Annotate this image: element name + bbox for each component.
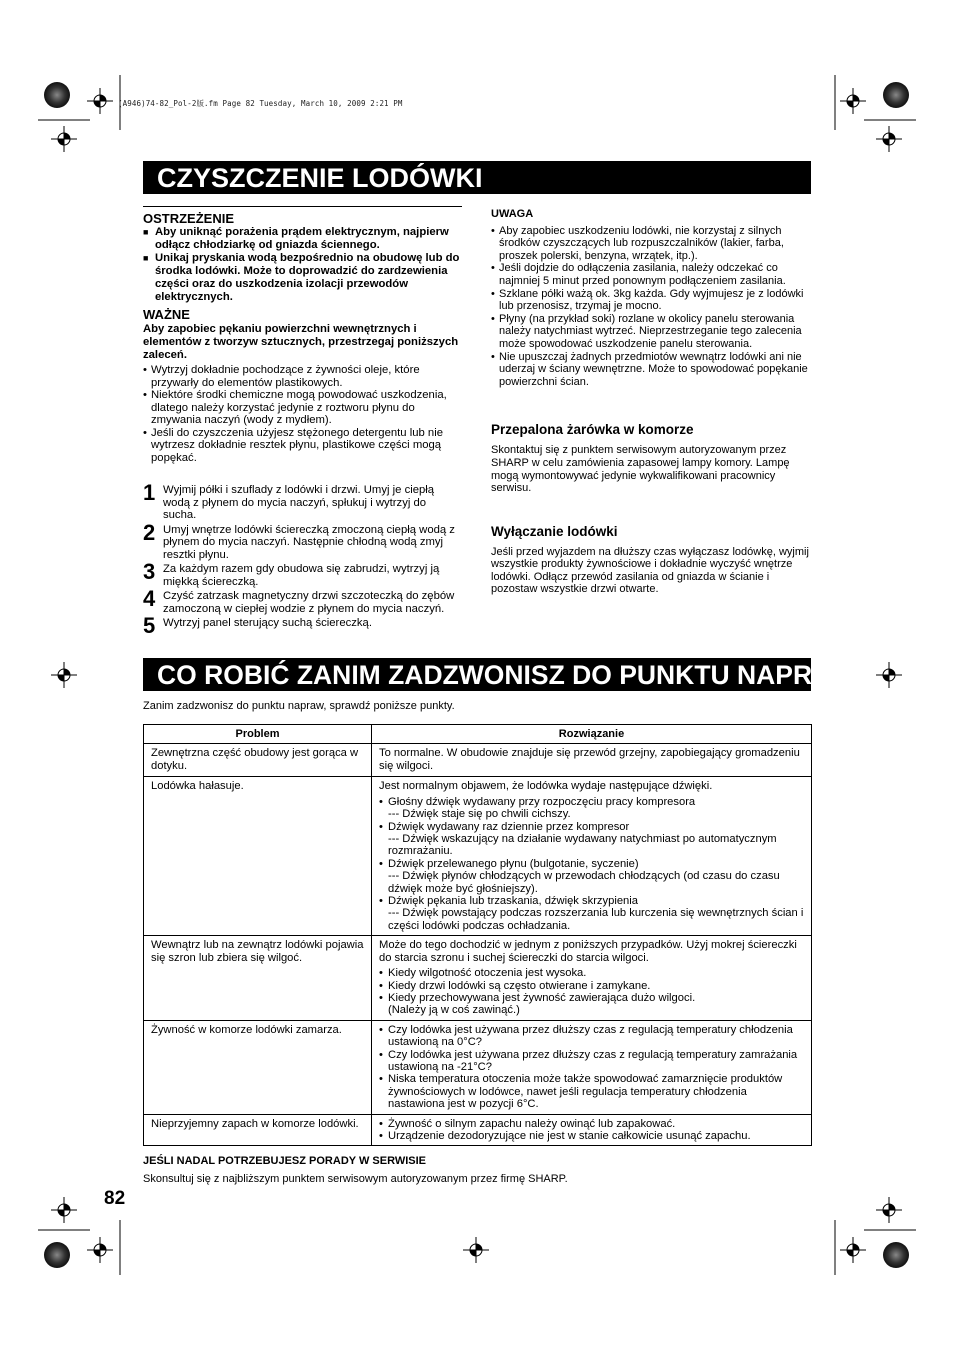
step-item [143, 586, 462, 615]
solution-cell [372, 1114, 812, 1146]
bullet-icon: • [143, 426, 147, 439]
important-bullet-text: Niektóre środki chemiczne mogą powodować uszkodzenia, dlatego należy korzystać jedynie z roztworu płynu do zmywania naczyń (wody z mydłem). [151, 389, 447, 426]
bulb-heading: Przepalona żarówka w komorze [491, 422, 694, 438]
bullet-icon: • [379, 979, 383, 992]
switch-off-heading: Wyłączanie lodówki [491, 523, 618, 539]
step-number: 4 [143, 586, 156, 611]
note-bullet [491, 288, 811, 313]
bullet-icon: • [491, 224, 495, 237]
troubleshooting-intro: Zanim zadzwonisz do punktu napraw, sprawdź poniższe punkty. [143, 700, 455, 712]
important-bullet-text: Jeśli do czyszczenia użyjesz stężonego detergentu lub nie wytrzesz dokładnie resztek płynu, plastikowe części mogą popękać. [151, 426, 444, 464]
bullet-icon: • [379, 1073, 383, 1086]
section-title-troubleshooting: CO ROBIĆ ZANIM ZADZWONISZ DO PUNKTU NAPRAW [143, 658, 811, 691]
table-header-row [144, 725, 812, 744]
solution-bullet [379, 796, 804, 808]
solution-bullet-text: Dźwięk wydawany raz dziennie przez kompresor [388, 820, 630, 833]
solution-bullet-text: Czy lodówka jest używana przez dłuższy czas z regulacją temperatury chłodzenia ustawioną na 0°C? [388, 1023, 793, 1049]
solution-bullet [379, 1118, 804, 1130]
solution-bullet [379, 858, 804, 870]
solution-intro: Może do tego dochodzić w jednym z poniższych przypadków. Użyj mokrej ściereczki do starcia szronu i suchej ściereczki do starcia wilgoci. [379, 939, 797, 964]
switch-off-text: Jeśli przed wyjazdem na dłuższy czas wyłączasz lodówkę, wyjmij wszystkie produkty żywnościowe i dokładnie wyczyść wnętrze lodówki. Odłącz przewód zasilania od gniazda w ścianie i pozostaw wszystkie drzwi otwarte. [491, 545, 809, 596]
solution-bullet-text: Kiedy przechowywana jest żywność zawierająca dużo wilgoci. [388, 991, 696, 1004]
bullet-icon: • [379, 857, 383, 870]
solution-bullet-text: Żywność o silnym zapachu należy owinąć lub zapakować. [388, 1117, 676, 1130]
table-row [144, 1114, 812, 1146]
warning-item [143, 226, 462, 252]
step-item [143, 559, 462, 588]
bullet-icon: • [143, 364, 147, 376]
solution-bullet-text: Kiedy wilgotność otoczenia jest wysoka. [388, 967, 587, 980]
solution-sub: --- Dźwięk płynów chłodzących w przewodach chłodzących (od czasu do czasu dźwięk może być głośniejszy). [388, 870, 780, 895]
note-bullet-text: Aby zapobiec uszkodzeniu lodówki, nie korzystaj z silnych środków czyszczących lub rozpuszczalników (lakier, farba, proszek polerski, benzyna, wrzątek, itp.). [499, 224, 784, 262]
divider [143, 206, 462, 207]
note-heading: UWAGA [491, 208, 534, 220]
step-item [143, 480, 462, 522]
solution-bullet [379, 992, 804, 1004]
page-number: 82 [104, 1188, 126, 1209]
note-bullet-text: Jeśli dojdzie do odłączenia zasilania, należy odczekać co najmniej 5 minut przed ponownym podłączeniem zasilania. [499, 262, 786, 287]
bullet-icon: • [491, 350, 495, 363]
section-title-cleaning: CZYSZCZENIE LODÓWKI [143, 161, 811, 194]
solution-bullet [379, 980, 804, 992]
bullet-icon: • [143, 389, 147, 401]
solution-bullet [379, 1130, 804, 1142]
solution-cell [372, 936, 812, 1020]
important-bullet [143, 427, 462, 465]
note-bullet [491, 351, 811, 389]
solution-sub: (Należy ją w coś zawinąć.) [388, 1004, 520, 1017]
problem-cell: Zewnętrzna część obudowy jest gorąca w dotyku. [144, 744, 372, 777]
warning-item-text: Aby uniknąć porażenia prądem elektrycznym, najpierw odłącz chłodziarkę od gniazda ściennego. [155, 226, 449, 251]
square-bullet-icon: ■ [143, 253, 149, 263]
solution-bullet [379, 821, 804, 833]
solution-bullet [379, 1049, 804, 1074]
note-bullet-text: Płyny (na przykład soki) rozlane w okolicy panelu sterowania należy natychmiast wytrzeć. Nieprzestrzeganie tego zalecenia może spowodować uszkodzenie panelu sterowania. [499, 312, 802, 350]
step-text: Wytrzyj panel sterujący suchą ściereczką. [163, 617, 372, 629]
table-row [144, 744, 812, 777]
note-bullet-text: Nie upuszczaj żadnych przedmiotów wewnątrz lodówki ani nie uderzaj w ściany wewnętrzne. Może to spowodować popękanie powierzchni ścian. [499, 350, 808, 388]
solution-cell [372, 777, 812, 936]
solution-sub: --- Dźwięk staje się po chwili cichszy. [388, 808, 571, 821]
column-header-problem: Problem [144, 725, 372, 744]
solution-sub: --- Dźwięk wskazujący na działanie wydawany natychmiast po automatycznym rozmrażaniu. [388, 833, 777, 858]
note-bullet-text: Szklane półki ważą ok. 3kg każda. Gdy wyjmujesz je z lodówki lub przenosisz, trzymaj je mocno. [499, 287, 804, 313]
solution-bullet [379, 967, 804, 979]
bullet-icon: • [379, 1117, 383, 1130]
step-number: 1 [143, 480, 156, 505]
warning-heading: OSTRZEŻENIE [143, 211, 235, 226]
solution-bullet-text: Dźwięk pękania lub trzaskania, dźwięk skrzypienia [388, 895, 638, 908]
solution-bullet [379, 1073, 804, 1110]
problem-cell: Wewnątrz lub na zewnątrz lodówki pojawia się szron lub zbiera się wilgoć. [144, 936, 372, 1020]
step-number: 3 [143, 559, 156, 584]
solution-bullet [379, 895, 804, 907]
solution-intro: Jest normalnym objawem, że lodówka wydaje następujące dźwięki. [379, 780, 713, 793]
step-item [143, 519, 462, 562]
file-header-line: (A946)74-82_Pol-2版.fm Page 82 Tuesday, March 10, 2009 2:21 PM [118, 99, 403, 108]
solution-bullet-text: Kiedy drzwi lodówki są często otwierane i zamykane. [388, 979, 651, 992]
cleaning-steps [143, 480, 462, 638]
step-text: Czyść zatrzask magnetyczny drzwi szczoteczką do zębów zamoczoną w ciepłej wodzie z płynem do mycia naczyń. [163, 590, 455, 615]
step-number: 2 [143, 519, 156, 545]
solution-cell [372, 1020, 812, 1114]
important-bullet-text: Wytrzyj dokładnie pochodzące z żywności oleje, które przywarły do elementów plastikowych. [151, 364, 420, 389]
right-column [491, 208, 811, 596]
note-bullet [491, 262, 811, 287]
table-row [144, 936, 812, 1020]
solution-bullet-text: Głośny dźwięk wydawany przy rozpoczęciu pracy kompresora [388, 795, 696, 808]
bullet-icon: • [491, 287, 495, 300]
solution-bullet-text: Niska temperatura otoczenia może także spowodować zamarznięcie produktów żywnościowych w lodówce, nawet jeśli regulacja temperatury chłodzenia nastawiona jest w pozycji 6°C. [388, 1073, 783, 1111]
square-bullet-icon: ■ [143, 227, 149, 237]
important-heading: WAŻNE [143, 307, 190, 322]
step-text: Umyj wnętrze lodówki ściereczką zmoczoną ciepłą wodą z płynem do mycia naczyń. Następnie chłodną wodą zmyj resztki płynu. [163, 523, 455, 561]
bullet-icon: • [379, 991, 383, 1004]
bullet-icon: • [379, 1129, 383, 1142]
bullet-icon: • [379, 795, 383, 808]
service-text: Skonsultuj się z najbliższym punktem serwisowym autoryzowanym przez firmę SHARP. [143, 1173, 568, 1185]
troubleshooting-table [143, 724, 812, 1146]
problem-cell: Żywność w komorze lodówki zamarza. [144, 1020, 372, 1114]
bullet-icon: • [491, 312, 495, 325]
bullet-icon: • [379, 1023, 383, 1036]
bulb-text: Skontaktuj się z punktem serwisowym autoryzowanym przez SHARP w celu zamówienia zapasowej lampy komory. Lampę mogą wymontowywać jedynie wykwalifikowani pracownicy serwisu. [491, 444, 790, 495]
important-intro: Aby zapobiec pękaniu powierzchni wewnętrznych i elementów z tworzyw sztucznych, przestrzegaj poniższych zaleceń. [143, 323, 459, 361]
bullet-icon: • [491, 262, 495, 275]
table-row [144, 777, 812, 936]
step-text: Za każdym razem gdy obudowa się zabrudzi, wytrzyj ją miękką ściereczką. [163, 563, 440, 588]
note-bullet [491, 225, 811, 263]
left-column [143, 206, 462, 464]
solution-bullet-text: Dźwięk przelewanego płynu (bulgotanie, syczenie) [388, 857, 639, 870]
important-bullet [143, 389, 462, 427]
warning-item-text: Unikaj pryskania wodą bezpośrednio na obudowę lub do środka lodówki. Może to doprowadzić do zardzewienia części oraz do uszkodzenia izolacji przewodów elektrycznych. [155, 252, 460, 303]
problem-cell: Nieprzyjemny zapach w komorze lodówki. [144, 1114, 372, 1146]
bullet-icon: • [379, 895, 383, 908]
solution-bullet-text: Czy lodówka jest używana przez dłuższy czas z regulacją temperatury zamrażania ustawioną na -21°C? [388, 1048, 798, 1073]
step-text: Wyjmij półki i szuflady z lodówki i drzwi. Umyj je ciepłą wodą z płynem do mycia naczyń, spłukuj i wytrzyj do sucha. [163, 484, 435, 521]
note-bullet [491, 313, 811, 351]
step-item [143, 613, 462, 638]
solution-bullet-text: Urządzenie dezodoryzujące nie jest w stanie całkowicie usunąć zapachu. [388, 1129, 751, 1142]
bullet-icon: • [379, 1048, 383, 1061]
bullet-icon: • [379, 820, 383, 833]
solution-bullet [379, 1024, 804, 1049]
table-row [144, 1020, 812, 1114]
solution-cell [372, 744, 812, 777]
bullet-icon: • [379, 967, 383, 980]
important-bullet [143, 364, 462, 389]
column-header-solution: Rozwiązanie [372, 725, 812, 744]
solution-intro: To normalne. W obudowie znajduje się przewód grzejny, zapobiegający gromadzeniu się wilgoci. [379, 747, 800, 772]
service-heading: JEŚLI NADAL POTRZEBUJESZ PORADY W SERWISIE [143, 1155, 426, 1167]
step-number: 5 [143, 613, 156, 638]
warning-item [143, 252, 462, 304]
solution-sub: --- Dźwięk powstający podczas rozszerzania lub kurczenia się wewnętrznych ścian i części lodówki podczas ochładzania. [388, 907, 804, 932]
problem-cell: Lodówka hałasuje. [144, 777, 372, 936]
